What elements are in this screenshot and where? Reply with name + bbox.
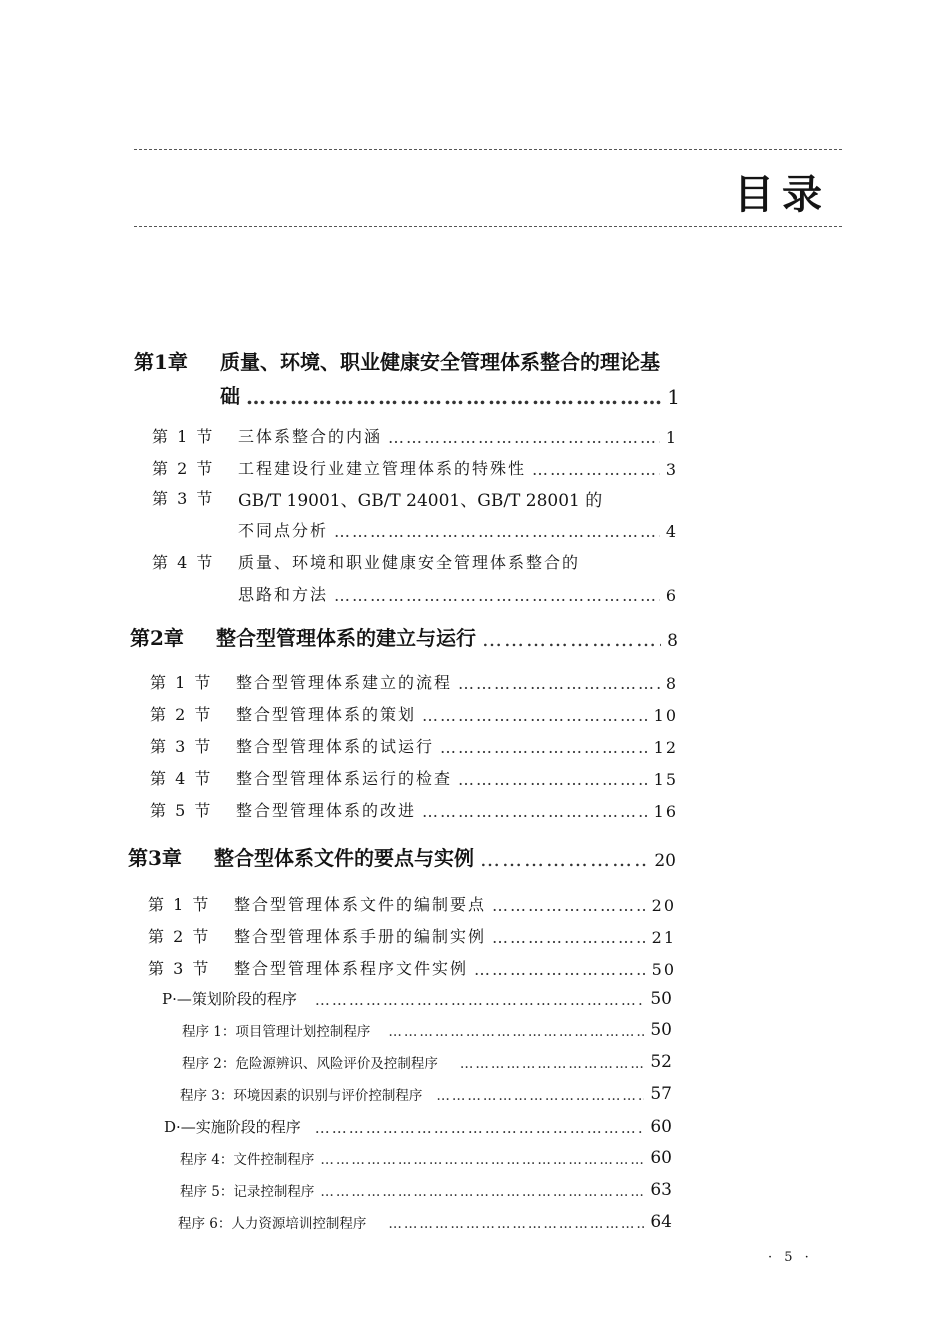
procedure-page: 63: [650, 1180, 672, 1200]
section-1-2[interactable]: [152, 456, 678, 479]
procedure-page: 60: [650, 1148, 672, 1168]
procedure-2[interactable]: [182, 1052, 672, 1072]
section-label: 第 1 节: [150, 673, 213, 692]
chapter-label: 第2章: [130, 626, 184, 650]
stage-title: P·—策划阶段的程序: [162, 990, 297, 1008]
procedure-title: 程序 3：环境因素的识别与评价控制程序: [180, 1088, 423, 1104]
leader-dots: [458, 674, 660, 693]
section-page: 3: [665, 460, 678, 479]
section-page: 20: [651, 896, 676, 915]
leader-dots: [460, 1056, 644, 1072]
section-title: 整合型管理体系手册的编制实例: [234, 927, 487, 946]
chapter-1-title-line2: 础: [220, 384, 240, 408]
leader-dots: [474, 960, 646, 979]
stage-page: 50: [650, 989, 672, 1009]
procedure-6[interactable]: [178, 1212, 672, 1232]
leader-dots: [422, 802, 648, 821]
section-title-line2: 思路和方法: [238, 585, 329, 604]
section-page: 21: [651, 928, 676, 947]
leader-dots: [320, 1184, 644, 1200]
leader-dots: [482, 627, 661, 651]
section-2-3[interactable]: [150, 734, 678, 757]
section-2-2[interactable]: [150, 702, 678, 725]
leader-dots: [315, 991, 644, 1009]
procedure-title: 程序 5：记录控制程序: [180, 1184, 315, 1200]
section-label: 第 2 节: [150, 705, 213, 724]
procedure-title: 程序 1：项目管理计划控制程序: [182, 1024, 371, 1040]
leader-dots: [388, 1024, 644, 1040]
leader-dots: [246, 385, 661, 409]
section-label: 第 1 节: [148, 895, 211, 914]
section-label: 第 2 节: [148, 927, 211, 946]
leader-dots: [334, 522, 660, 541]
stage-d[interactable]: [164, 1116, 672, 1137]
procedure-5[interactable]: [180, 1180, 672, 1200]
stage-page: 60: [650, 1117, 672, 1137]
procedure-4[interactable]: [180, 1148, 672, 1168]
chapter-1-label: 第1章: [134, 350, 188, 374]
section-3-3[interactable]: [148, 956, 676, 979]
chapter-label: 第3章: [128, 846, 182, 870]
section-3-2[interactable]: [148, 924, 676, 947]
section-page: 15: [653, 770, 678, 789]
section-page: 1: [665, 428, 678, 447]
section-label: 第 2 节: [152, 459, 215, 478]
section-label: 第 3 节: [148, 959, 211, 978]
procedure-page: 50: [650, 1020, 672, 1040]
section-page: 50: [651, 960, 676, 979]
procedure-page: 52: [650, 1052, 672, 1072]
section-title-line2: 不同点分析: [238, 521, 329, 540]
section-title: 整合型管理体系文件的编制要点: [234, 895, 487, 914]
section-title: 三体系整合的内涵: [238, 427, 383, 446]
chapter-1-title-line1: 质量、环境、职业健康安全管理体系整合的理论基: [220, 350, 660, 374]
section-2-5[interactable]: [150, 798, 678, 821]
leader-dots: [532, 460, 660, 479]
section-title: 整合型管理体系的策划: [236, 705, 417, 724]
leader-dots: [458, 770, 648, 789]
section-title: 整合型管理体系的试运行: [236, 737, 435, 756]
section-page: 8: [665, 674, 678, 693]
chapter-1-entry[interactable]: [220, 380, 680, 409]
section-page: 6: [665, 586, 678, 605]
section-1-4[interactable]: [238, 582, 678, 605]
stage-title: D·—实施阶段的程序: [164, 1118, 301, 1136]
leader-dots: [440, 738, 648, 757]
section-title: 整合型管理体系的改进: [236, 801, 417, 820]
leader-dots: [388, 1216, 644, 1232]
section-title: 整合型管理体系运行的检查: [236, 769, 453, 788]
chapter-page: 8: [667, 631, 678, 651]
chapter-title: 整合型管理体系的建立与运行: [216, 626, 476, 650]
chapter-page: 20: [654, 851, 676, 871]
stage-p[interactable]: [162, 988, 672, 1009]
section-1-1[interactable]: [152, 424, 678, 447]
section-2-4[interactable]: [150, 766, 678, 789]
chapter-3-entry[interactable]: [128, 842, 676, 871]
section-page: 10: [653, 706, 678, 725]
leader-dots: [422, 706, 648, 725]
leader-dots: [480, 847, 648, 871]
section-1-3-title-line1: GB/T 19001、GB/T 24001、GB/T 28001 的: [238, 491, 603, 511]
procedure-3[interactable]: [180, 1084, 672, 1104]
procedure-page: 57: [650, 1084, 672, 1104]
section-1-3[interactable]: [238, 518, 678, 541]
page-number: · 5 ·: [768, 1250, 813, 1265]
procedure-title: 程序 6：人力资源培训控制程序: [178, 1216, 367, 1232]
section-1-4-label: 第 4 节: [152, 553, 215, 572]
chapter-2-entry[interactable]: [130, 622, 678, 651]
page-title: 目录: [734, 172, 830, 218]
section-3-1[interactable]: [148, 892, 676, 915]
section-label: 第 4 节: [150, 769, 213, 788]
chapter-title: 整合型体系文件的要点与实例: [214, 846, 474, 870]
section-label: 第 5 节: [150, 801, 213, 820]
procedure-title: 程序 2：危险源辨识、风险评价及控制程序: [182, 1056, 438, 1072]
section-title: 整合型管理体系建立的流程: [236, 673, 453, 692]
leader-dots: [388, 428, 660, 447]
section-page: 4: [665, 522, 678, 541]
procedure-page: 64: [650, 1212, 672, 1232]
leader-dots: [492, 928, 646, 947]
leader-dots: [492, 896, 646, 915]
section-title: 工程建设行业建立管理体系的特殊性: [238, 459, 527, 478]
section-title: 整合型管理体系程序文件实例: [234, 959, 469, 978]
section-1-4-title-line1: 质量、环境和职业健康安全管理体系整合的: [238, 553, 581, 572]
section-page: 12: [653, 738, 678, 757]
leader-dots: [320, 1152, 644, 1168]
procedure-title: 程序 4：文件控制程序: [180, 1152, 315, 1168]
section-1-3-label: 第 3 节: [152, 489, 215, 508]
chapter-1-page: 1: [667, 385, 680, 409]
procedure-1[interactable]: [182, 1020, 672, 1040]
section-label: 第 3 节: [150, 737, 213, 756]
section-label: 第 1 节: [152, 427, 215, 446]
leader-dots: [315, 1119, 645, 1137]
section-2-1[interactable]: [150, 670, 678, 693]
leader-dots: [436, 1088, 644, 1104]
section-page: 16: [653, 802, 678, 821]
leader-dots: [334, 586, 660, 605]
